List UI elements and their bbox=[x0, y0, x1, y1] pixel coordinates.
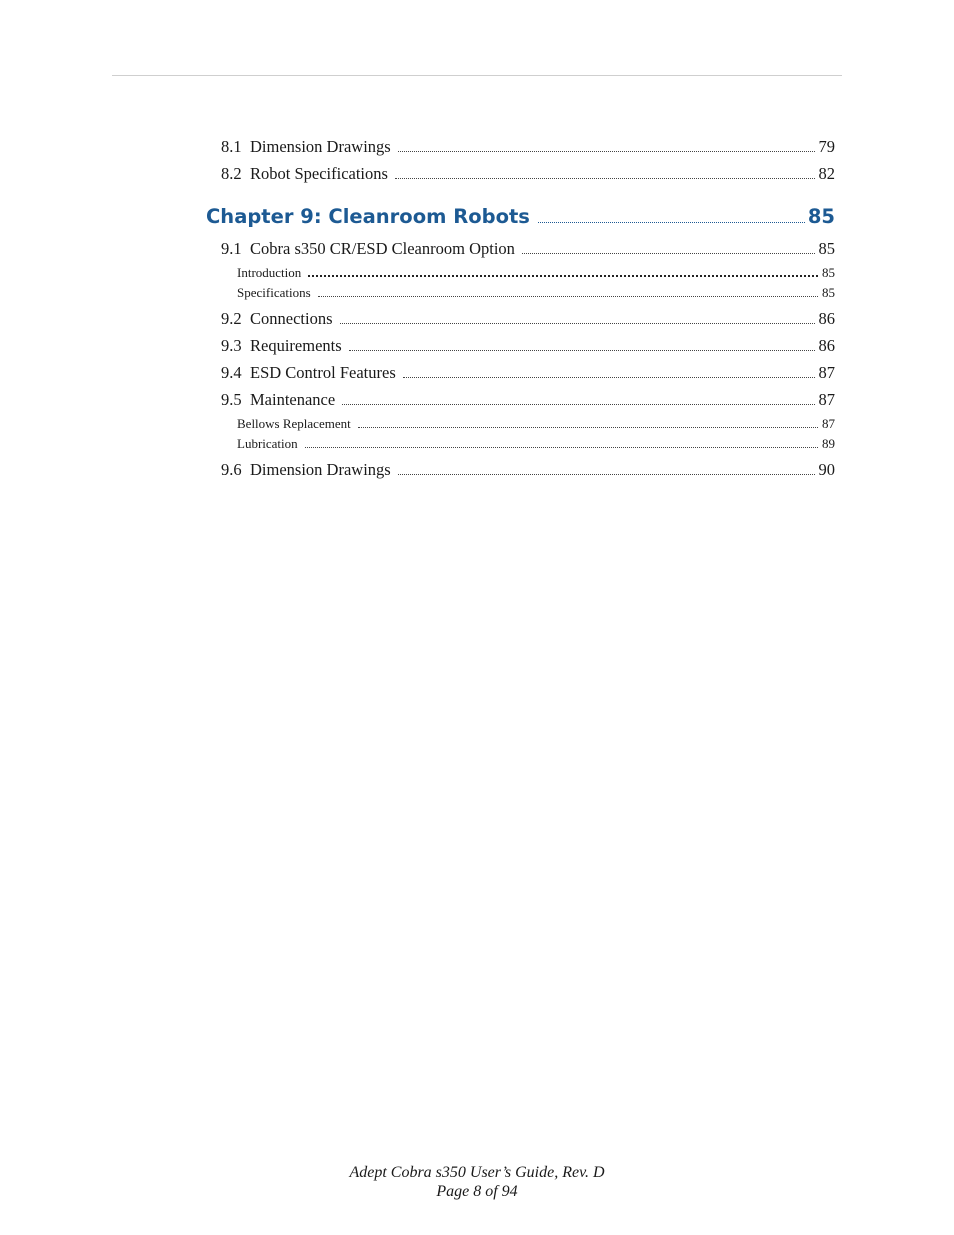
toc-page: 85 bbox=[822, 265, 835, 280]
toc-subentry-introduction[interactable] bbox=[237, 265, 835, 283]
toc-entry-9-5[interactable] bbox=[221, 390, 835, 412]
dot-leader bbox=[398, 151, 815, 152]
toc-page: 85 bbox=[822, 285, 835, 300]
chapter-title: Chapter 9: Cleanroom Robots bbox=[206, 205, 530, 228]
dot-leader bbox=[308, 275, 818, 277]
toc-title: Robot Specifications bbox=[250, 164, 388, 183]
toc-page: 86 bbox=[818, 336, 835, 355]
toc-title: ESD Control Features bbox=[250, 363, 396, 382]
toc-entry-8-2[interactable] bbox=[221, 164, 835, 186]
dot-leader bbox=[342, 404, 814, 405]
toc-entry-9-3[interactable] bbox=[221, 336, 835, 358]
toc-subentry-lubrication[interactable] bbox=[237, 436, 835, 454]
toc-page: 87 bbox=[818, 390, 835, 409]
dot-leader bbox=[538, 222, 805, 223]
toc-page: 86 bbox=[818, 309, 835, 328]
toc-page: 87 bbox=[818, 363, 835, 382]
toc-page: 87 bbox=[822, 416, 835, 431]
toc-title: Specifications bbox=[237, 285, 311, 300]
toc-title: Dimension Drawings bbox=[250, 460, 391, 479]
footer-page-number: Page 8 of 94 bbox=[436, 1183, 518, 1200]
toc-page: 90 bbox=[818, 460, 835, 479]
toc-number: 9.3 bbox=[221, 336, 242, 355]
toc-title: Maintenance bbox=[250, 390, 336, 409]
toc-number: 9.2 bbox=[221, 309, 242, 328]
dot-leader bbox=[305, 447, 818, 448]
toc-entry-9-1[interactable] bbox=[221, 239, 835, 261]
header-rule bbox=[112, 75, 842, 76]
toc-title: Requirements bbox=[250, 336, 342, 355]
toc-title: Lubrication bbox=[237, 436, 298, 451]
toc-entry-9-6[interactable] bbox=[221, 460, 835, 482]
toc-title: Connections bbox=[250, 309, 333, 328]
toc-page: 82 bbox=[818, 164, 835, 183]
dot-leader bbox=[522, 253, 815, 254]
toc-number: 9.5 bbox=[221, 390, 242, 409]
toc-title: Bellows Replacement bbox=[237, 416, 351, 431]
toc-page: 89 bbox=[822, 436, 835, 451]
dot-leader bbox=[395, 178, 815, 179]
toc-title: Cobra s350 CR/ESD Cleanroom Option bbox=[250, 239, 515, 258]
toc-number: 9.1 bbox=[221, 239, 242, 258]
toc-subentry-specifications[interactable] bbox=[237, 285, 835, 303]
toc-page: 85 bbox=[818, 239, 835, 258]
dot-leader bbox=[403, 377, 815, 378]
dot-leader bbox=[398, 474, 815, 475]
toc-entry-9-2[interactable] bbox=[221, 309, 835, 331]
toc-page: 79 bbox=[818, 137, 835, 156]
toc-number: 8.1 bbox=[221, 137, 242, 156]
dot-leader bbox=[358, 427, 818, 428]
dot-leader bbox=[340, 323, 815, 324]
chapter-page: 85 bbox=[807, 205, 835, 228]
toc-chapter-9[interactable] bbox=[206, 205, 835, 233]
toc-number: 9.6 bbox=[221, 460, 242, 479]
toc-title: Introduction bbox=[237, 265, 302, 280]
toc-number: 9.4 bbox=[221, 363, 242, 382]
toc-entry-9-4[interactable] bbox=[221, 363, 835, 385]
dot-leader bbox=[349, 350, 815, 351]
footer-guide-title: Adept Cobra s350 User’s Guide, Rev. D bbox=[349, 1164, 605, 1181]
toc-subentry-bellows-replacement[interactable] bbox=[237, 416, 835, 434]
toc-title: Dimension Drawings bbox=[250, 137, 391, 156]
dot-leader bbox=[318, 296, 818, 297]
toc-entry-8-1[interactable] bbox=[221, 137, 835, 159]
toc-number: 8.2 bbox=[221, 164, 242, 183]
